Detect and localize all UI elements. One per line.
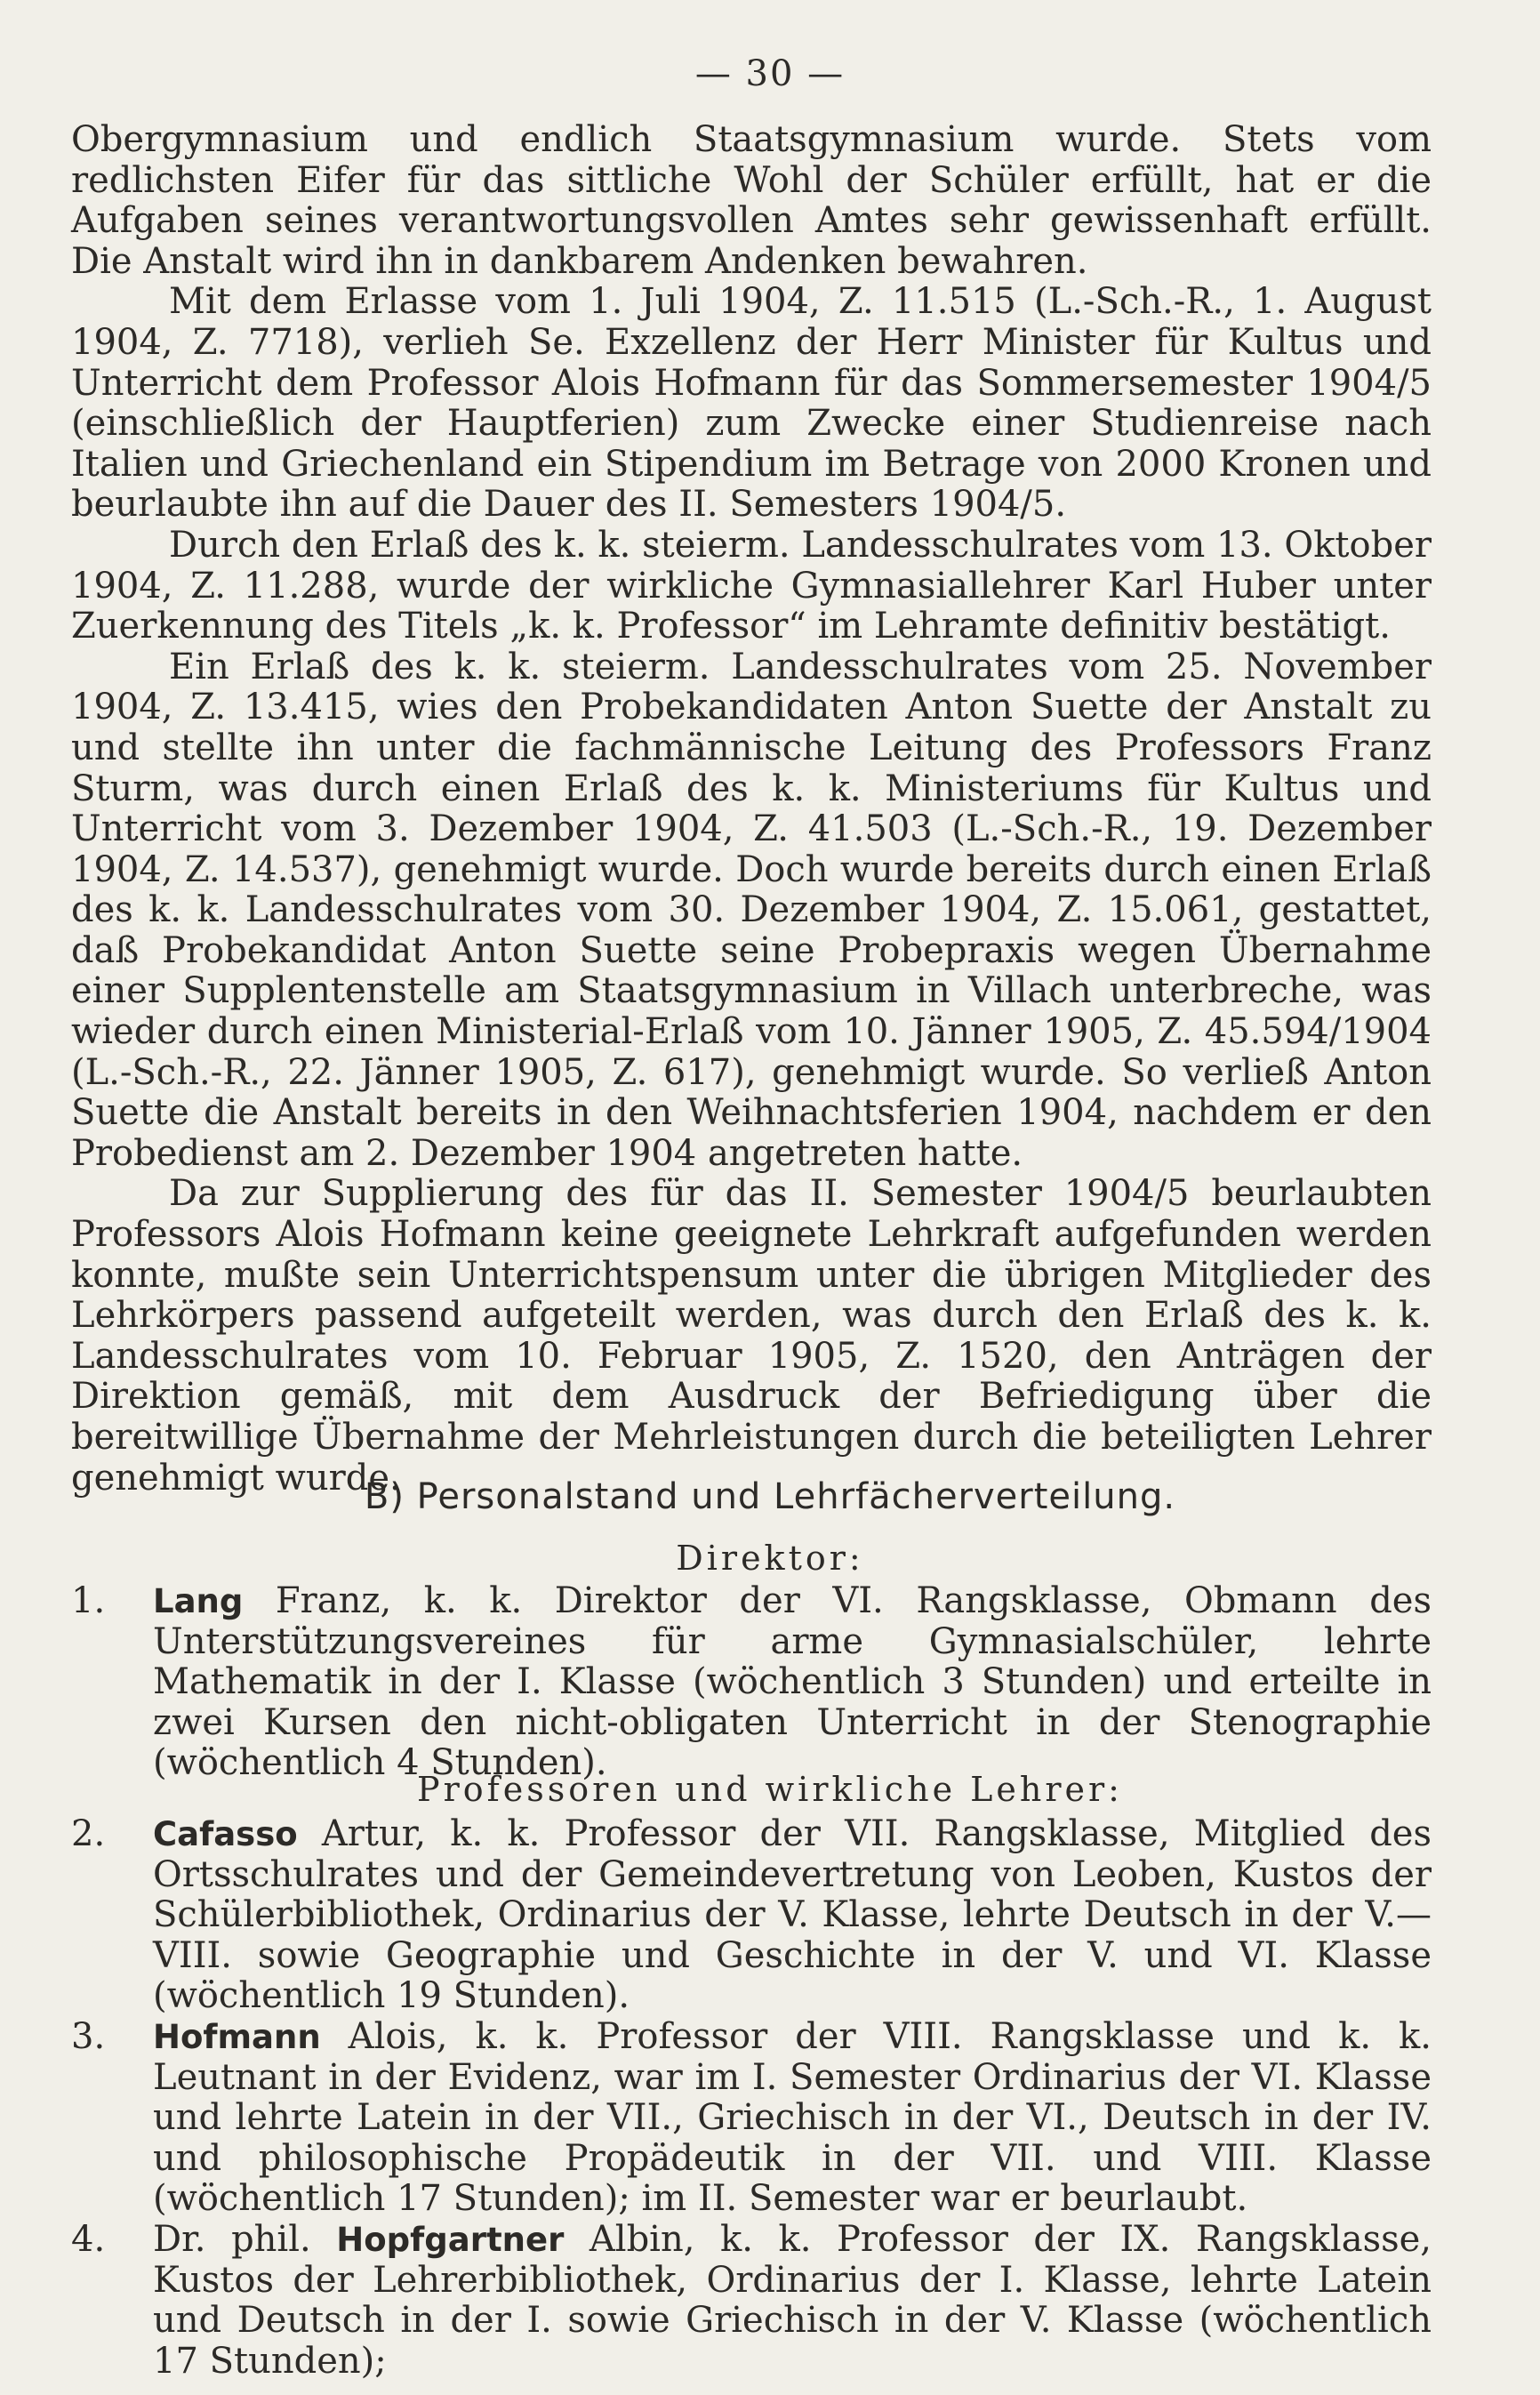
entry-prefix: Dr. phil. — [153, 2219, 337, 2260]
page-number: — 30 — — [694, 53, 846, 94]
entry-name: Lang — [153, 1582, 244, 1620]
entry-number: 2. — [71, 1813, 106, 1854]
professors-heading: Professoren und wirkliche Lehrer: — [417, 1770, 1123, 1809]
entry-name: Cafasso — [153, 1815, 298, 1853]
body-text — [71, 120, 1432, 1499]
entry-name: Hofmann — [153, 2018, 321, 2056]
staff-entry-lang — [71, 1581, 1432, 1784]
entry-number: 4. — [71, 2219, 106, 2260]
paragraph-suette: Ein Erlaß des k. k. steierm. Landesschulrates vom 25. November 1904, Z. 13.415, wies den Probekandidaten Anton Suette der Anstalt zu und stellte ihn unter die fachmännische Leitung des Professors Franz Sturm, was durch einen Erlaß des k. k. Ministeriums für Kultus und Unterricht vom 3. Dezember 1904, Z. 41.503 (L.-Sch.-R., 19. Dezember 1904, Z. 14.537), genehmigt wurde. Doch wurde bereits durch einen Erlaß des k. k. Landesschulrates vom 30. Dezember 1904, Z. 15.061, gestattet, daß Probekandidat Anton Suette seine Probepraxis wegen Übernahme einer Supplentenstelle am Staatsgymnasium in Villach unterbreche, was wieder durch einen Ministerial-Erlaß vom 10. Jänner 1905, Z. 45.594/1904 (L.-Sch.-R., 22. Jänner 1905, Z. 617), genehmigt wurde. So verließ Anton Suette die Anstalt bereits in den Weihnachtsferien 1904, nachdem er den Probedienst am 2. Dezember 1904 angetreten hatte. — [71, 646, 1432, 1174]
staff-entry-hofmann — [71, 2017, 1432, 2220]
entry-number: 3. — [71, 2016, 106, 2057]
paragraph-continuation: Obergymnasium und endlich Staatsgymnasium wurde. Stets vom redlichsten Eifer für das sittliche Wohl der Schüler erfüllt, hat er die Aufgaben seines verantwortungsvollen Amtes sehr gewissenhaft erfüllt. Die Anstalt wird ihn in dankbarem Andenken bewahren. — [71, 119, 1432, 282]
staff-entry-cafasso — [71, 1814, 1432, 2017]
entry-text: Franz, k. k. Direktor der VI. Rangsklasse, Obmann des Unterstützungsvereines für arme Gymnasialschüler, lehrte Mathematik in der I. Klasse (wöchentlich 3 Stunden) und erteilte in zwei Kursen den nicht-obligaten Unterricht in der Stenographie (wöchentlich 4 Stunden). — [153, 1580, 1432, 1784]
director-heading: Direktor: — [676, 1539, 864, 1578]
paragraph-huber: Durch den Erlaß des k. k. steierm. Landesschulrates vom 13. Oktober 1904, Z. 11.288, wurde der wirkliche Gymnasiallehrer Karl Huber unter Zuerkennung des Titels „k. k. Professor“ im Lehramte definitiv bestätigt. — [71, 524, 1432, 647]
paragraph-supplierung: Da zur Supplierung des für das II. Semester 1904/5 beurlaubten Professors Alois Hofmann keine geeignete Lehrkraft aufgefunden werden konnte, mußte sein Unterrichtspensum unter die übrigen Mitglieder des Lehrkörpers passend aufgeteilt werden, was durch den Erlaß des k. k. Landesschulrates vom 10. Februar 1905, Z. 1520, den Anträgen der Direktion gemäß, mit dem Ausdruck der Befriedigung über die bereitwillige Übernahme der Mehrleistungen durch die beteiligten Lehrer genehmigt wurde. — [71, 1173, 1432, 1499]
entry-text: Albin, k. k. Professor der IX. Rangsklasse, Kustos der Lehrerbibliothek, Ordinarius der I. Klasse, lehrte Latein und Deutsch in der I. sowie Griechisch in der V. Klasse (wöchentlich 17 Stunden); — [153, 2219, 1432, 2382]
staff-entry-hopfgartner — [71, 2220, 1432, 2382]
section-heading: B) Personalstand und Lehrfächerverteilung. — [364, 1476, 1176, 1517]
entry-text: Alois, k. k. Professor der VIII. Rangsklasse und k. k. Leutnant in der Evidenz, war im I. Semester Ordinarius der VI. Klasse und lehrte Latein in der VII., Griechisch in der VI., Deutsch in der IV. und philosophische Propädeutik in der VII. und VIII. Klasse (wöchentlich 17 Stunden); im II. Semester war er beurlaubt. — [153, 2016, 1432, 2220]
entry-text: Artur, k. k. Professor der VII. Rangsklasse, Mitglied des Ortsschulrates und der Gemeindevertretung von Leoben, Kustos der Schülerbibliothek, Ordinarius der V. Klasse, lehrte Deutsch in der V.—VIII. sowie Geographie und Geschichte in der V. und VI. Klasse (wöchentlich 19 Stunden). — [153, 1813, 1432, 2017]
entry-name: Hopfgartner — [336, 2221, 565, 2259]
paragraph-stipendium: Mit dem Erlasse vom 1. Juli 1904, Z. 11.515 (L.-Sch.-R., 1. August 1904, Z. 7718), verlieh Se. Exzellenz der Herr Minister für Kultus und Unterricht dem Professor Alois Hofmann für das Sommersemester 1904/5 (einschließlich der Hauptferien) zum Zwecke einer Studienreise nach Italien und Griechenland ein Stipendium im Betrage von 2000 Kronen und beurlaubte ihn auf die Dauer des II. Semesters 1904/5. — [71, 281, 1432, 526]
entry-number: 1. — [71, 1580, 106, 1621]
